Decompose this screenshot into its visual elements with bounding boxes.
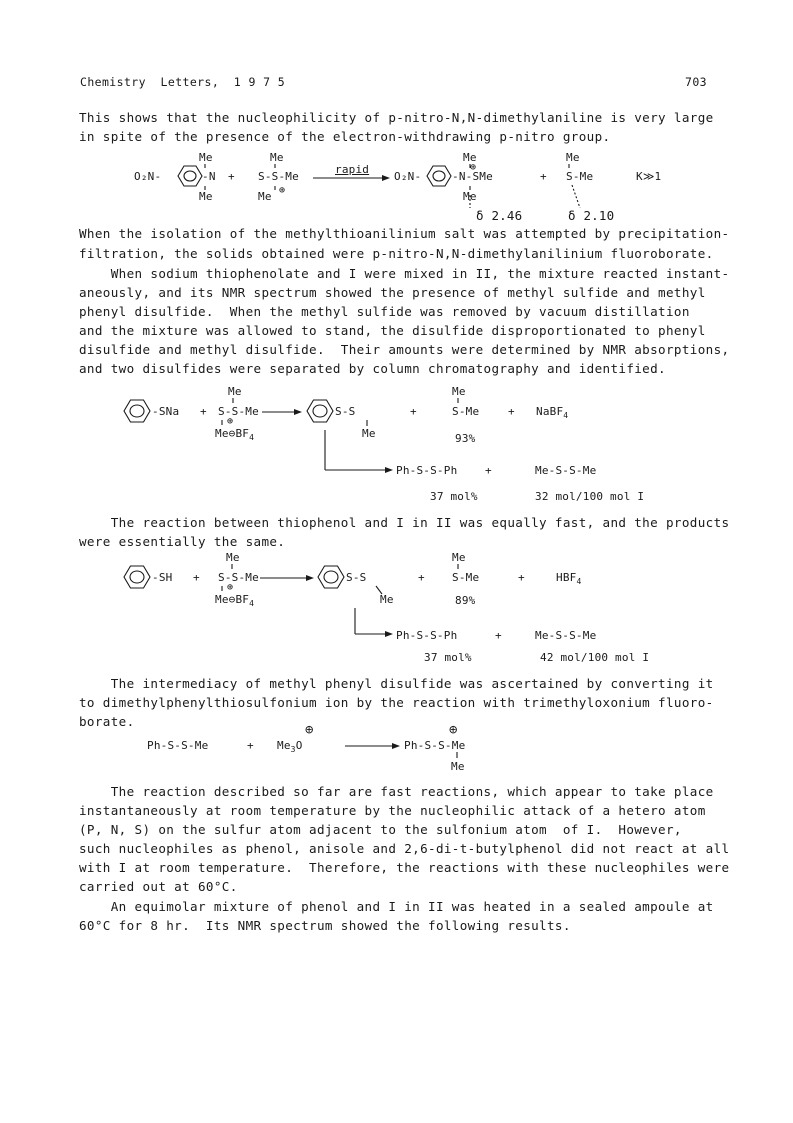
amine-n: -N bbox=[202, 170, 216, 183]
sulfonium-reagent: S-S-Me bbox=[258, 170, 299, 183]
plus-sign: + bbox=[247, 739, 254, 752]
nitro-group: O₂N- bbox=[134, 170, 162, 183]
phenyl-disulfide: Ph-S-S-Ph bbox=[396, 629, 458, 642]
methyl-phenyl-disulfide: Ph-S-S-Me bbox=[147, 739, 209, 752]
phenyl-methyl-disulfide: S-S bbox=[346, 571, 367, 584]
text-line: The intermediacy of methyl phenyl disulfide was ascertained by converting it bbox=[79, 676, 714, 691]
text-line: filtration, the solids obtained were p-nitro-N,N-dimethylanilinium fluoroborate. bbox=[79, 246, 714, 261]
equilibrium-constant: K≫1 bbox=[636, 170, 662, 183]
arrow-label: rapid bbox=[335, 163, 370, 176]
plus-sign: + bbox=[518, 571, 525, 584]
sulfonium-reagent: S-S-Me bbox=[218, 405, 259, 418]
methyl-label: Me bbox=[215, 427, 229, 440]
plus-sign: + bbox=[410, 405, 417, 418]
methyl-label: Me bbox=[362, 427, 376, 440]
methyl-label: Me bbox=[258, 190, 272, 203]
journal-name: Chemistry Letters, 1 9 7 5 bbox=[80, 75, 286, 89]
text-line: and two disulfides were separated by column chromatography and identified. bbox=[79, 361, 666, 376]
yield: 32 mol/100 mol I bbox=[535, 490, 645, 503]
plus-sign: + bbox=[495, 629, 502, 642]
methyl-label: Me bbox=[228, 385, 242, 398]
text-line: to dimethylphenylthiosulfonium ion by the reaction with trimethyloxonium fluoro- bbox=[79, 695, 714, 710]
methyl-label: Me bbox=[452, 385, 466, 398]
text-line: aneously, and its NMR spectrum showed the presence of methyl sulfide and methyl bbox=[79, 285, 706, 300]
positive-charge: ⊕ bbox=[470, 162, 477, 173]
hbf-text: HBF bbox=[556, 571, 577, 584]
thiophenol: -SH bbox=[152, 571, 173, 584]
text-line: in spite of the presence of the electron-withdrawing p-nitro group. bbox=[79, 129, 611, 144]
text-line: When sodium thiophenolate and I were mixed in II, the mixture reacted instant- bbox=[79, 266, 730, 281]
me-text: Me bbox=[277, 739, 291, 752]
methyl-label: Me bbox=[452, 551, 466, 564]
text-line: 60°C for 8 hr. Its NMR spectrum showed the following results. bbox=[79, 918, 571, 933]
methyl-sulfide: S-Me bbox=[452, 571, 480, 584]
text-line: The reaction between thiophenol and I in II was equally fast, and the products bbox=[79, 515, 730, 530]
methyl-sulfide: S-Me bbox=[566, 170, 594, 183]
nmr-shift: δ 2.10 bbox=[568, 208, 615, 223]
phenyl-disulfide: Ph-S-S-Ph bbox=[396, 464, 458, 477]
subscript-4: 4 bbox=[249, 433, 255, 442]
yield: 42 mol/100 mol I bbox=[540, 651, 650, 664]
methyl-label: Me bbox=[380, 593, 394, 606]
text-line: This shows that the nucleophilicity of p-nitro-N,N-dimethylaniline is very large bbox=[79, 110, 714, 125]
text-line: carried out at 60°C. bbox=[79, 879, 238, 894]
yield: 37 mol% bbox=[430, 490, 478, 503]
sodium-thiophenolate: -SNa bbox=[152, 405, 180, 418]
methyl-label: Me bbox=[566, 151, 580, 164]
yield: 89% bbox=[455, 594, 476, 607]
yield: 93% bbox=[455, 432, 476, 445]
plus-sign: + bbox=[228, 170, 235, 183]
plus-sign: + bbox=[193, 571, 200, 584]
text-line: An equimolar mixture of phenol and I in II was heated in a sealed ampoule at bbox=[79, 899, 714, 914]
oxygen: O bbox=[295, 739, 303, 752]
sulfonium-reagent: S-S-Me bbox=[218, 571, 259, 584]
positive-charge: ⊕ bbox=[305, 722, 314, 738]
plus-sign: + bbox=[540, 170, 547, 183]
nitro-group: O₂N- bbox=[394, 170, 422, 183]
thiosulfonium-product: Ph-S-S-Me bbox=[404, 739, 466, 752]
nmr-shift: δ 2.46 bbox=[476, 208, 523, 223]
subscript-4: 4 bbox=[563, 411, 569, 420]
plus-sign: + bbox=[418, 571, 425, 584]
methyl-label: Me bbox=[270, 151, 284, 164]
subscript-3: 3 bbox=[290, 745, 296, 754]
text-line: such nucleophiles as phenol, anisole and 2,6-di-t-butylphenol did not react at all bbox=[79, 841, 730, 856]
text-line: and the mixture was allowed to stand, the disulfide disproportionated to phenyl bbox=[79, 323, 706, 338]
methyl-sulfide: S-Me bbox=[452, 405, 480, 418]
nabf-text: NaBF bbox=[536, 405, 564, 418]
positive-charge: ⊕ bbox=[227, 416, 234, 427]
plus-sign: + bbox=[200, 405, 207, 418]
text-line: phenyl disulfide. When the methyl sulfide was removed by vacuum distillation bbox=[79, 304, 690, 319]
methyl-disulfide: Me-S-S-Me bbox=[535, 464, 597, 477]
text-line: borate. bbox=[79, 714, 135, 729]
tetrafluoroborate: ⊖BF bbox=[228, 593, 250, 606]
plus-sign: + bbox=[508, 405, 515, 418]
text-line: with I at room temperature. Therefore, the reactions with these nucleophiles were bbox=[79, 860, 730, 875]
positive-charge: ⊕ bbox=[279, 185, 286, 196]
yield: 37 mol% bbox=[424, 651, 472, 664]
text-line: instantaneously at room temperature by the nucleophilic attack of a hetero atom bbox=[79, 803, 706, 818]
methyl-label: Me bbox=[199, 190, 213, 203]
positive-charge: ⊕ bbox=[449, 722, 458, 738]
tetrafluoroborate: ⊖BF bbox=[228, 427, 250, 440]
text-line: The reaction described so far are fast reactions, which appear to take place bbox=[79, 784, 714, 799]
methyl-label: Me bbox=[199, 151, 213, 164]
methyl-disulfide: Me-S-S-Me bbox=[535, 629, 597, 642]
text-line: were essentially the same. bbox=[79, 534, 286, 549]
methyl-label: Me bbox=[463, 190, 477, 203]
methyl-label: Me bbox=[463, 151, 477, 164]
text-line: disulfide and methyl disulfide. Their amounts were determined by NMR absorptions, bbox=[79, 342, 730, 357]
text-line: When the isolation of the methylthioanilinium salt was attempted by precipitation- bbox=[79, 226, 730, 241]
methyl-label: Me bbox=[226, 551, 240, 564]
subscript-4: 4 bbox=[576, 577, 582, 586]
subscript-4: 4 bbox=[249, 599, 255, 608]
phenyl-methyl-disulfide: S-S bbox=[335, 405, 356, 418]
trimethyloxonium bbox=[277, 739, 303, 754]
anilinium-product: -N-SMe bbox=[452, 170, 493, 183]
positive-charge: ⊕ bbox=[227, 582, 234, 593]
methyl-label: Me bbox=[215, 593, 229, 606]
page-number: 703 bbox=[685, 75, 707, 89]
text-line: (P, N, S) on the sulfur atom adjacent to the sulfonium atom of I. However, bbox=[79, 822, 682, 837]
methyl-label: Me bbox=[451, 760, 465, 773]
plus-sign: + bbox=[485, 464, 492, 477]
